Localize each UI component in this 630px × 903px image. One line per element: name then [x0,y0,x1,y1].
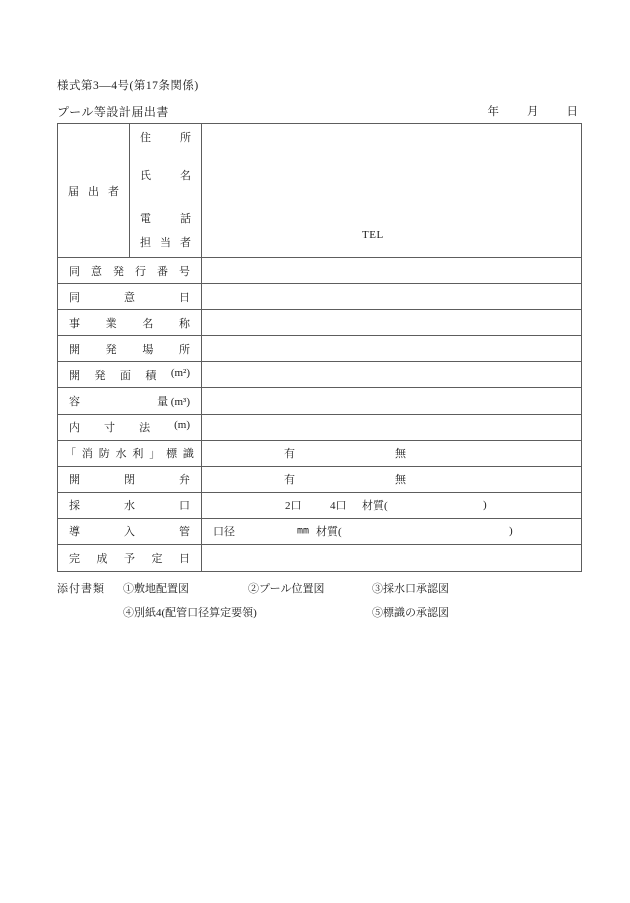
phone-label [140,211,191,227]
label-segment: (m) [174,419,190,432]
label-segment: 名 [142,317,154,330]
title-row [57,104,582,120]
label-segment: 場 [142,343,154,356]
label-segment: 」 [149,448,161,461]
label-segment: 者 [108,185,119,198]
applicant-value-cell [202,124,581,257]
inlet-pipe-material-close-paren: ) [509,525,513,538]
table-row-development-area [58,362,581,388]
inlet-pipe-diameter-label: 口径 [213,526,235,539]
table-row-capacity [58,388,581,414]
consent-date-label [58,289,201,305]
business-name-value-cell [202,310,581,335]
label-segment: 所 [178,343,190,356]
sampling-port-two-option: 2口 [285,500,302,513]
label-segment: 同 [69,291,80,304]
date-year-label: 年 [487,106,499,118]
form-number: 様式第3—4号(第17条関係) [57,80,199,92]
tel-label: TEL [362,229,384,241]
label-segment: 日 [179,291,190,304]
label-segment: 「 [65,448,76,461]
label-segment: 電 [140,213,151,225]
label-segment: 消 [81,448,93,461]
label-segment: 管 [179,526,190,539]
table-row-inlet-pipe [58,519,581,545]
fire-water-sign-yes-option: 有 [284,448,295,461]
table-row-valve [58,467,581,493]
development-area-label [58,367,201,383]
development-location-value-cell [202,336,581,361]
contact-person-label [140,235,191,251]
attachments-section [57,581,582,621]
capacity-label [58,393,201,409]
label-segment: 出 [88,185,99,198]
label-segment: 者 [180,237,191,249]
label-segment: 量 (m³) [157,396,190,409]
table-row-sampling-port [58,493,581,519]
inlet-pipe-material-label: 材質( [316,526,342,539]
applicant-sublabels-cell [130,124,202,257]
label-segment: 水 [115,448,127,461]
fire-water-sign-value-cell [202,441,581,466]
label-segment: 口 [179,500,190,513]
applicant-label-cell [58,124,130,257]
label-segment: 称 [178,317,190,330]
name-label [140,168,191,184]
consent-number-value-cell [202,258,581,283]
completion-date-label [58,550,201,566]
label-segment: 意 [91,265,102,278]
label-segment: 名 [180,170,191,182]
label-segment: 行 [135,265,146,278]
inner-dimensions-value-cell [202,415,581,440]
label-segment: 面 [119,369,131,382]
completion-date-value-cell [202,545,581,571]
date-month-label: 月 [527,106,539,118]
label-segment: 弁 [179,474,190,487]
sampling-port-material-close-paren: ) [483,499,487,512]
label-segment: 防 [98,448,110,461]
attachments-label: 添付書類 [57,583,105,595]
label-segment: 入 [124,526,135,539]
table-row-consent-number [58,258,581,284]
table-row-fire-water-sign [58,441,581,467]
inner-dimensions-label [58,419,201,435]
label-segment: 発 [94,369,106,382]
inlet-pipe-value-cell [202,519,581,544]
label-segment: 番 [157,265,168,278]
label-segment: 成 [96,553,108,566]
label-segment: 完 [69,553,80,566]
table-row-inner-dimensions [58,415,581,441]
attachment-item-4: ④別紙4(配管口径算定要領) [123,607,257,619]
table-row-applicant [58,124,581,258]
notification-form-table [57,123,582,572]
label-segment: 定 [151,553,163,566]
table-row-development-location [58,336,581,362]
date-day-label: 日 [566,106,578,118]
label-segment: 担 [140,237,151,249]
label-segment: 事 [69,317,80,330]
label-segment: 話 [180,213,191,225]
label-segment: 発 [105,343,117,356]
label-segment: 開 [69,474,80,487]
label-segment: (m²) [170,366,190,379]
label-segment: 届 [68,185,79,198]
label-segment: 開 [69,369,80,382]
attachment-item-5: ⑤標識の承認図 [372,607,449,619]
label-segment: 採 [69,500,80,513]
label-segment: 積 [145,369,157,382]
consent-number-label [58,263,201,279]
valve-value-cell [202,467,581,492]
label-segment: 内 [69,422,80,435]
sampling-port-label [58,497,201,513]
inlet-pipe-label [58,523,201,539]
fire-water-sign-no-option: 無 [395,448,406,461]
business-name-label [58,315,201,331]
valve-label [58,471,201,487]
label-segment: 業 [105,317,117,330]
table-row-business-name [58,310,581,336]
page-title: プール等設計届出書 [57,105,169,119]
inlet-pipe-unit-label: mm [297,525,310,537]
label-segment: 水 [124,500,135,513]
label-segment: 導 [69,526,80,539]
valve-yes-option: 有 [284,474,295,487]
applicant-label [58,183,129,199]
attachment-item-2: ②プール位置図 [248,583,325,595]
label-segment: 利 [132,448,144,461]
fire-water-sign-label [58,445,201,461]
label-segment: 発 [113,265,124,278]
valve-no-option: 無 [395,474,406,487]
attachment-item-3: ③採水口承認図 [372,583,449,595]
address-label [140,130,191,146]
consent-date-value-cell [202,284,581,309]
table-row-consent-date [58,284,581,310]
label-segment: 開 [69,343,80,356]
label-segment: 住 [140,132,151,144]
date-line [488,104,579,120]
label-segment: 識 [182,448,194,461]
label-segment: 寸 [104,422,116,435]
attachments-list [123,581,582,621]
label-segment: 号 [179,265,190,278]
capacity-value-cell [202,388,581,413]
sampling-port-value-cell [202,493,581,518]
attachment-item-1: ①敷地配置図 [123,583,189,595]
label-segment: 日 [179,553,190,566]
development-location-label [58,341,201,357]
label-segment: 同 [69,265,80,278]
label-segment: 法 [139,422,151,435]
label-segment: 容 [69,396,80,409]
label-segment: 当 [160,237,171,249]
sampling-port-material-label: 材質( [362,500,388,513]
label-segment: 閉 [124,474,135,487]
label-segment: 氏 [140,170,151,182]
label-segment: 予 [124,553,135,566]
label-segment: 標 [166,448,178,461]
label-segment: 所 [180,132,191,144]
development-area-value-cell [202,362,581,387]
table-row-completion-date [58,545,581,571]
label-segment: 意 [124,291,135,304]
sampling-port-four-option: 4口 [330,500,347,513]
